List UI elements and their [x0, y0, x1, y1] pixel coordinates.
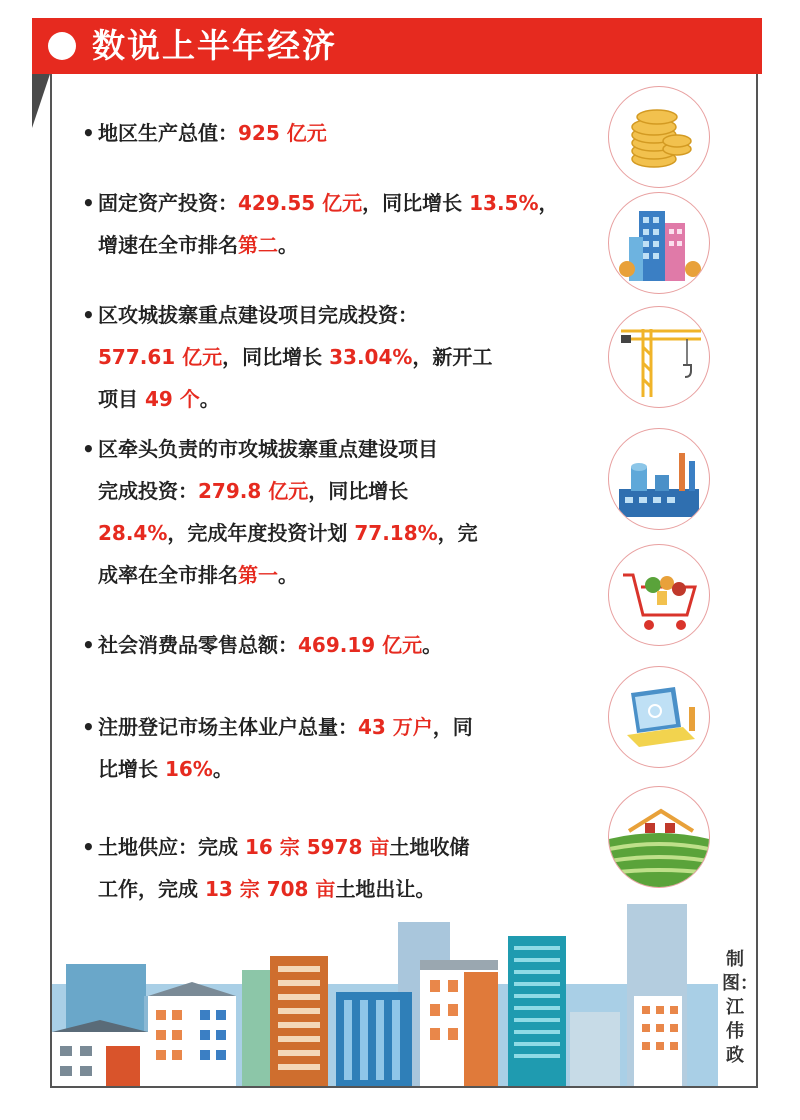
stat-text: ，: [538, 191, 559, 215]
buildings-icon: [608, 192, 710, 294]
stat-value: 77.18%: [354, 521, 438, 545]
stat-text: 土地供应：完成: [98, 835, 245, 859]
stat-text: 。: [278, 233, 298, 257]
tower-crane-icon: [608, 306, 710, 408]
stat-text: ，同: [432, 715, 473, 739]
bullet-icon: •: [82, 835, 95, 859]
stat-line: [82, 554, 582, 596]
credit: [722, 948, 758, 1068]
bullet-icon: •: [82, 633, 95, 657]
stat-text: 注册登记市场主体业户总量：: [98, 715, 358, 739]
bullet-icon: •: [82, 191, 95, 215]
stat-text: 项目: [98, 387, 145, 411]
stat-text: 。: [199, 387, 220, 411]
stat-text: 。: [212, 757, 233, 781]
stat-line: [82, 294, 582, 336]
stat-value: 469.19 亿元: [298, 633, 423, 657]
city-skyline-illustration: [52, 900, 718, 1086]
stat-text: 社会消费品零售总额：: [98, 633, 298, 657]
stat-value: 43 万户: [358, 715, 433, 739]
stat-text: ，完: [437, 521, 478, 545]
stat-value: 16%: [164, 757, 213, 781]
stat-value: 16 宗 5978 亩: [244, 835, 390, 859]
stat-line: [82, 748, 582, 790]
stat-value: 33.04%: [329, 345, 413, 369]
credit-label: 制图：: [722, 949, 758, 994]
stat-value: 925 亿元: [238, 121, 327, 145]
farmland-icon: [608, 786, 710, 888]
stat-text: 土地出让。: [335, 877, 436, 901]
stat-value: 13.5%: [469, 191, 539, 215]
stat-text: ，同比增长: [362, 191, 470, 215]
stat-text: ，完成年度投资计划: [167, 521, 355, 545]
page-title: 数说上半年经济: [92, 26, 337, 65]
stat-value: 28.4%: [98, 521, 168, 545]
banner-dot-icon: [48, 32, 76, 60]
bullet-icon: •: [82, 121, 95, 145]
stat-item: [82, 706, 582, 790]
stat-text: 。: [422, 633, 443, 657]
stat-item: [82, 428, 582, 596]
stat-line: [82, 826, 582, 868]
stat-value: 第二: [238, 233, 278, 257]
stat-line: [82, 182, 582, 224]
stat-text: 固定资产投资：: [98, 191, 238, 215]
stat-item: [82, 624, 582, 666]
stat-value: 第一: [238, 563, 278, 587]
stat-text: 完成投资：: [98, 479, 198, 503]
stat-text: ，新开工: [412, 345, 493, 369]
stat-value: 429.55 亿元: [238, 191, 363, 215]
stat-line: [82, 470, 582, 512]
credit-author: 江伟政: [726, 997, 744, 1066]
stat-item: [82, 182, 582, 266]
stat-item: [82, 826, 582, 910]
stat-text: 增速在全市排名: [98, 233, 238, 257]
stat-text: 土地收储: [389, 835, 470, 859]
stat-line: [82, 378, 582, 420]
shopping-cart-icon: [608, 544, 710, 646]
stat-line: [82, 512, 582, 554]
stat-text: 。: [278, 563, 298, 587]
stat-value: 577.61 亿元: [98, 345, 223, 369]
stat-item: [82, 294, 582, 420]
stat-line: [82, 336, 582, 378]
laptop-icon: [608, 666, 710, 768]
stat-value: 13 宗 708 亩: [204, 877, 336, 901]
stat-text: 区攻城拔寨重点建设项目完成投资：: [98, 303, 418, 327]
stat-text: 比增长: [98, 757, 165, 781]
stat-line: [82, 428, 582, 470]
stat-value: 49 个: [144, 387, 200, 411]
stat-line: [82, 112, 582, 154]
stat-item: [82, 112, 582, 154]
stat-value: 279.8 亿元: [198, 479, 309, 503]
stat-line: [82, 624, 582, 666]
stat-text: ，同比增长: [222, 345, 330, 369]
stat-text: 成率在全市排名: [98, 563, 238, 587]
stat-text: 地区生产总值：: [98, 121, 238, 145]
stat-text: 区牵头负责的市攻城拔寨重点建设项目: [98, 437, 438, 461]
factory-icon: [608, 428, 710, 530]
stat-text: 工作，完成: [98, 877, 205, 901]
banner-fold: [32, 74, 50, 128]
stat-line: [82, 706, 582, 748]
stat-text: ，同比增长: [308, 479, 409, 503]
bullet-icon: •: [82, 303, 95, 327]
coins-icon: [608, 86, 710, 188]
bullet-icon: •: [82, 715, 95, 739]
bullet-icon: •: [82, 437, 95, 461]
stat-line: [82, 224, 582, 266]
